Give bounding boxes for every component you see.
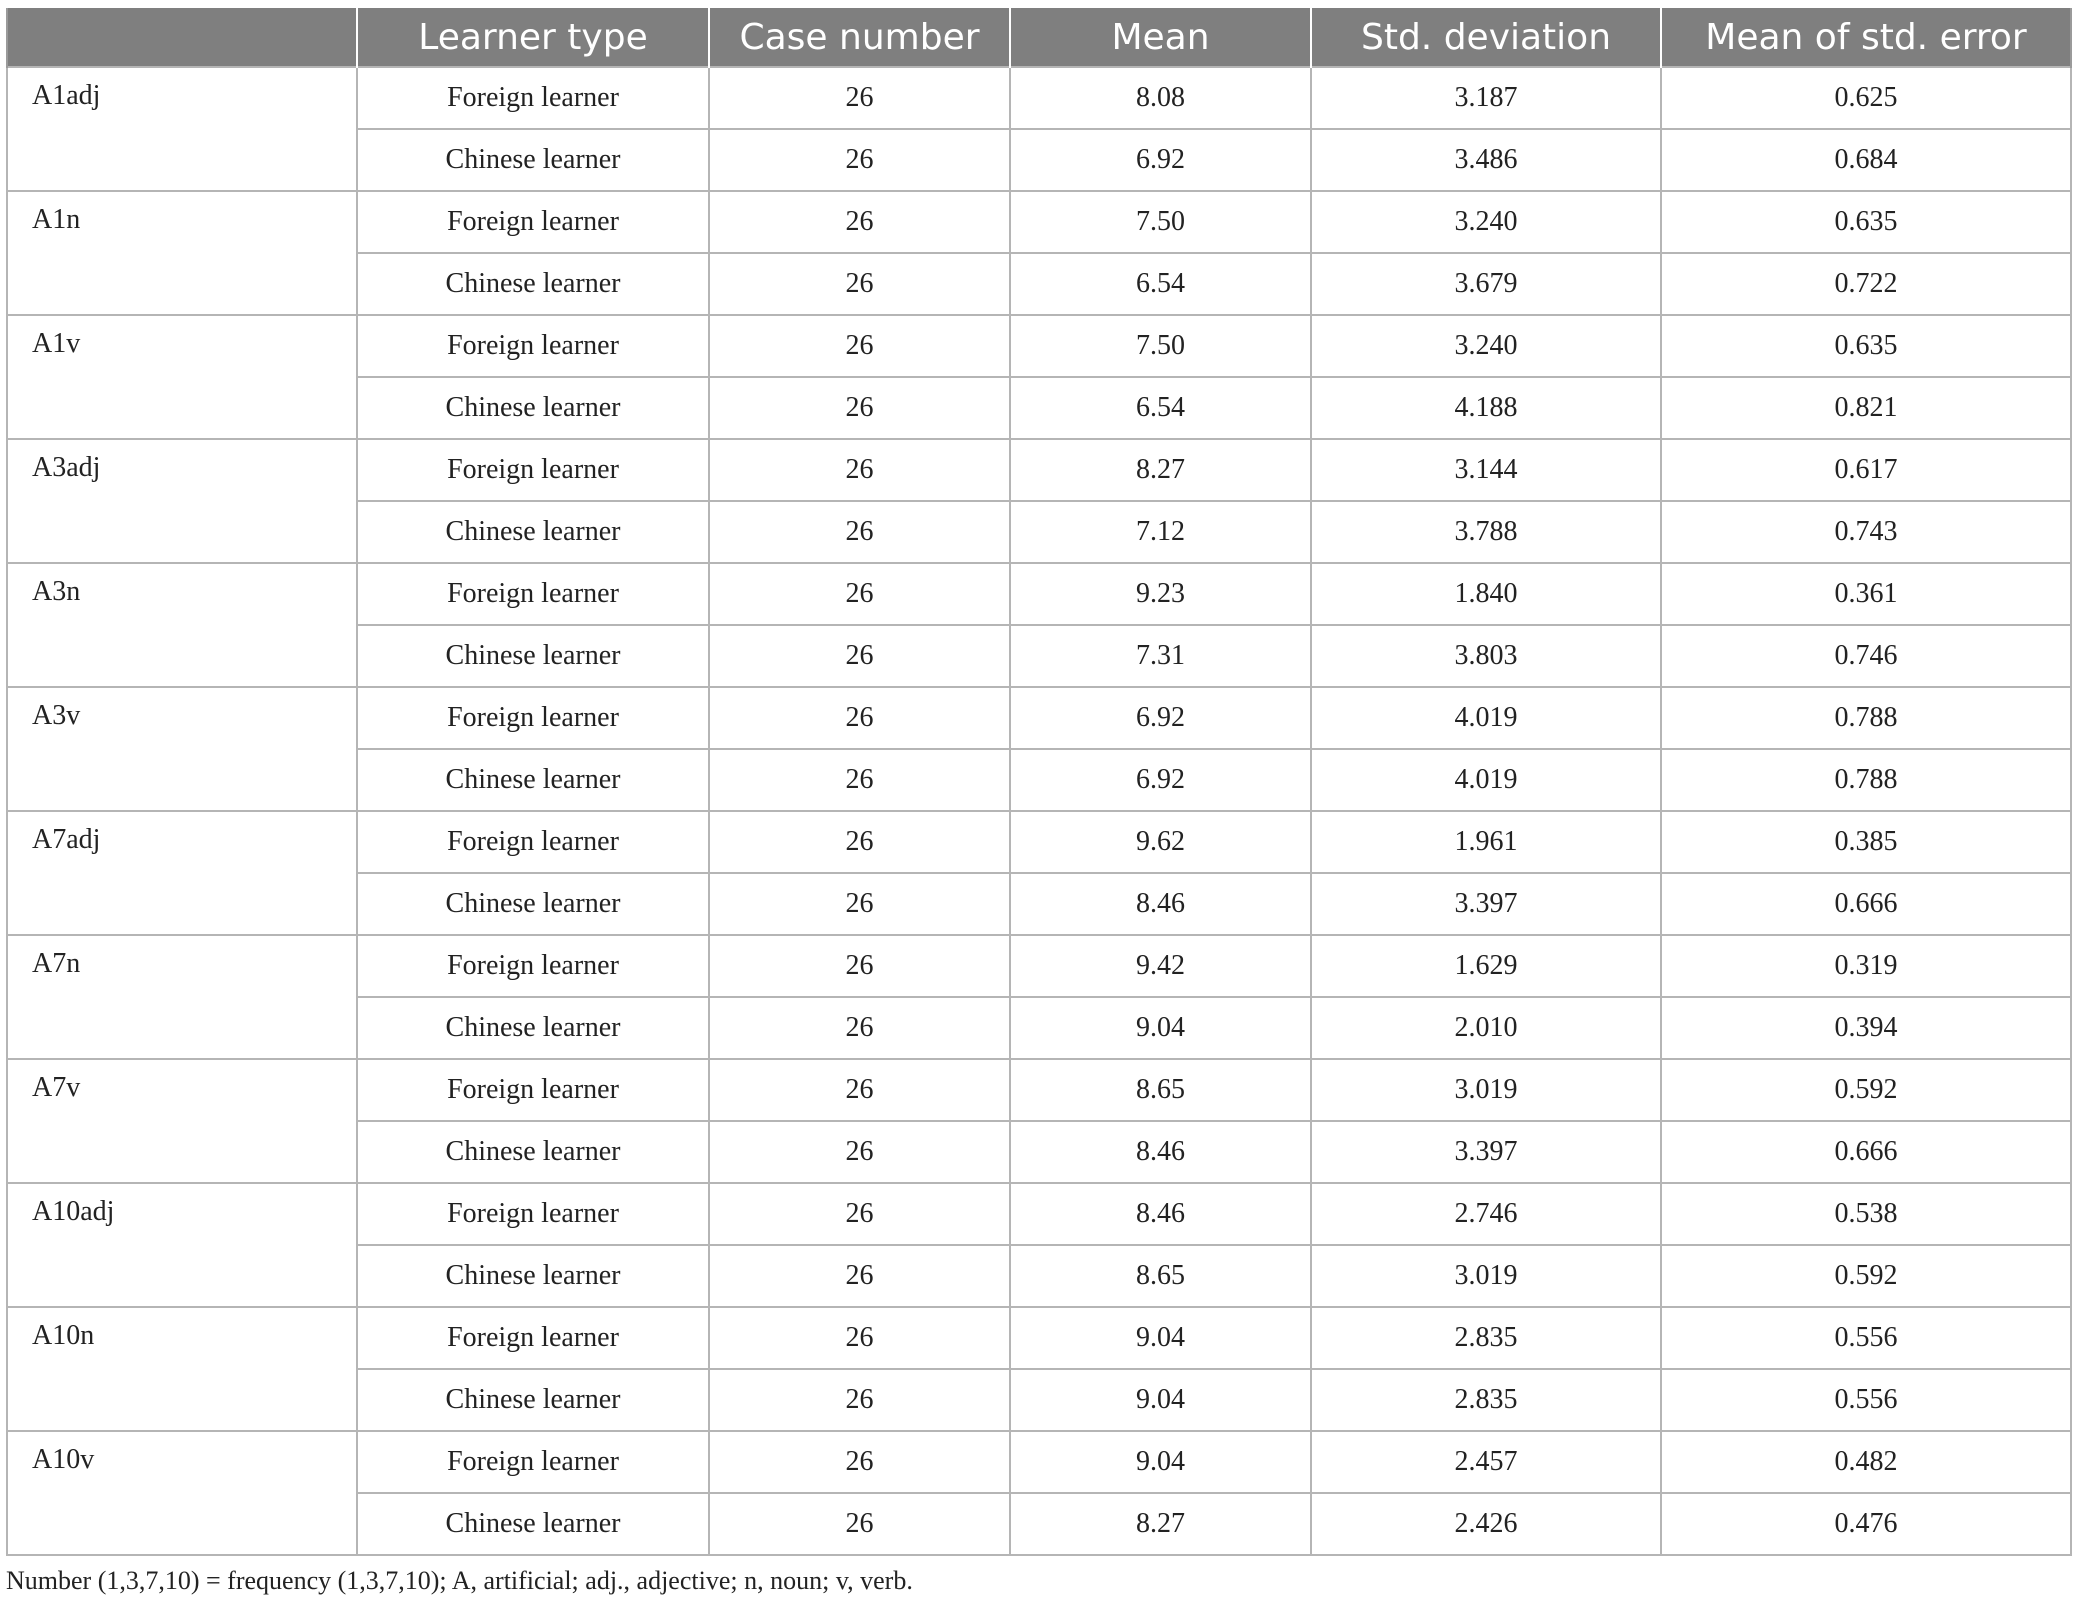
cell-mean: 8.46 [1010,873,1311,935]
cell-mean-std-error: 0.538 [1661,1183,2071,1245]
cell-std-deviation: 2.457 [1311,1431,1661,1493]
cell-std-deviation: 2.010 [1311,997,1661,1059]
group-label-cell: A1v [7,315,357,439]
cell-mean-std-error: 0.788 [1661,749,2071,811]
group-label-cell: A10v [7,1431,357,1555]
cell-learner-type: Chinese learner [357,873,709,935]
cell-case-number: 26 [709,563,1010,625]
cell-mean: 8.46 [1010,1121,1311,1183]
cell-learner-type: Chinese learner [357,1493,709,1555]
cell-mean-std-error: 0.635 [1661,315,2071,377]
cell-mean-std-error: 0.476 [1661,1493,2071,1555]
cell-mean: 8.27 [1010,439,1311,501]
table-row [7,811,2071,873]
cell-case-number: 26 [709,1183,1010,1245]
cell-mean: 8.46 [1010,1183,1311,1245]
cell-case-number: 26 [709,1121,1010,1183]
header-row [7,8,2071,67]
cell-learner-type: Foreign learner [357,439,709,501]
cell-learner-type: Chinese learner [357,377,709,439]
cell-mean: 6.54 [1010,377,1311,439]
cell-std-deviation: 3.803 [1311,625,1661,687]
table-row [7,67,2071,129]
cell-case-number: 26 [709,377,1010,439]
cell-learner-type: Chinese learner [357,1245,709,1307]
cell-learner-type: Foreign learner [357,1183,709,1245]
cell-mean: 9.04 [1010,1307,1311,1369]
cell-std-deviation: 3.679 [1311,253,1661,315]
cell-mean: 8.65 [1010,1059,1311,1121]
cell-case-number: 26 [709,1369,1010,1431]
cell-mean-std-error: 0.788 [1661,687,2071,749]
cell-learner-type: Foreign learner [357,67,709,129]
cell-std-deviation: 3.397 [1311,1121,1661,1183]
group-label-cell: A1n [7,191,357,315]
cell-std-deviation: 4.188 [1311,377,1661,439]
cell-std-deviation: 1.629 [1311,935,1661,997]
cell-std-deviation: 4.019 [1311,687,1661,749]
cell-mean: 8.08 [1010,67,1311,129]
table-row [7,935,2071,997]
cell-case-number: 26 [709,1245,1010,1307]
cell-std-deviation: 3.144 [1311,439,1661,501]
table-row [7,315,2071,377]
cell-mean-std-error: 0.556 [1661,1369,2071,1431]
cell-mean-std-error: 0.666 [1661,1121,2071,1183]
table-row [7,439,2071,501]
cell-std-deviation: 4.019 [1311,749,1661,811]
cell-mean: 6.92 [1010,129,1311,191]
cell-case-number: 26 [709,501,1010,563]
cell-mean: 7.50 [1010,191,1311,253]
cell-case-number: 26 [709,191,1010,253]
cell-std-deviation: 3.187 [1311,67,1661,129]
cell-mean-std-error: 0.556 [1661,1307,2071,1369]
cell-mean: 6.54 [1010,253,1311,315]
cell-mean: 7.12 [1010,501,1311,563]
cell-mean: 8.65 [1010,1245,1311,1307]
cell-mean-std-error: 0.666 [1661,873,2071,935]
cell-std-deviation: 3.240 [1311,191,1661,253]
header-cell-mean: Mean [1010,8,1311,67]
cell-mean: 9.23 [1010,563,1311,625]
cell-std-deviation: 3.397 [1311,873,1661,935]
cell-learner-type: Foreign learner [357,315,709,377]
cell-case-number: 26 [709,811,1010,873]
group-label-cell: A1adj [7,67,357,191]
cell-learner-type: Foreign learner [357,563,709,625]
cell-std-deviation: 2.426 [1311,1493,1661,1555]
cell-std-deviation: 1.961 [1311,811,1661,873]
cell-std-deviation: 3.019 [1311,1245,1661,1307]
cell-mean: 9.04 [1010,997,1311,1059]
cell-mean-std-error: 0.743 [1661,501,2071,563]
cell-mean: 8.27 [1010,1493,1311,1555]
cell-case-number: 26 [709,1493,1010,1555]
cell-case-number: 26 [709,997,1010,1059]
cell-mean-std-error: 0.361 [1661,563,2071,625]
cell-learner-type: Foreign learner [357,1307,709,1369]
table-row [7,1307,2071,1369]
table-row [7,191,2071,253]
cell-learner-type: Foreign learner [357,811,709,873]
cell-mean-std-error: 0.394 [1661,997,2071,1059]
cell-case-number: 26 [709,1307,1010,1369]
cell-mean-std-error: 0.625 [1661,67,2071,129]
cell-std-deviation: 2.835 [1311,1307,1661,1369]
cell-std-deviation: 3.788 [1311,501,1661,563]
cell-learner-type: Chinese learner [357,1121,709,1183]
cell-std-deviation: 3.240 [1311,315,1661,377]
group-label-cell: A7n [7,935,357,1059]
table-row [7,563,2071,625]
cell-case-number: 26 [709,439,1010,501]
cell-learner-type: Foreign learner [357,687,709,749]
cell-learner-type: Chinese learner [357,129,709,191]
cell-case-number: 26 [709,749,1010,811]
table-body [7,67,2071,1555]
header-cell-learner-type: Learner type [357,8,709,67]
cell-case-number: 26 [709,935,1010,997]
group-label-cell: A3adj [7,439,357,563]
cell-mean: 9.04 [1010,1431,1311,1493]
cell-mean-std-error: 0.592 [1661,1245,2071,1307]
cell-mean-std-error: 0.385 [1661,811,2071,873]
header-cell-std-deviation: Std. deviation [1311,8,1661,67]
cell-mean-std-error: 0.821 [1661,377,2071,439]
group-label-cell: A10n [7,1307,357,1431]
cell-learner-type: Foreign learner [357,935,709,997]
group-label-cell: A7v [7,1059,357,1183]
cell-learner-type: Foreign learner [357,191,709,253]
cell-case-number: 26 [709,315,1010,377]
cell-mean-std-error: 0.592 [1661,1059,2071,1121]
cell-case-number: 26 [709,67,1010,129]
cell-learner-type: Chinese learner [357,501,709,563]
data-table-container [6,8,2070,1556]
cell-std-deviation: 2.746 [1311,1183,1661,1245]
cell-mean: 9.62 [1010,811,1311,873]
group-label-cell: A3v [7,687,357,811]
cell-mean-std-error: 0.617 [1661,439,2071,501]
table-row [7,1059,2071,1121]
cell-mean: 7.50 [1010,315,1311,377]
cell-mean-std-error: 0.319 [1661,935,2071,997]
cell-case-number: 26 [709,687,1010,749]
table-row [7,1183,2071,1245]
cell-std-deviation: 3.486 [1311,129,1661,191]
group-label-cell: A10adj [7,1183,357,1307]
cell-case-number: 26 [709,873,1010,935]
table-row [7,687,2071,749]
cell-case-number: 26 [709,253,1010,315]
cell-mean-std-error: 0.722 [1661,253,2071,315]
cell-mean: 6.92 [1010,749,1311,811]
cell-std-deviation: 2.835 [1311,1369,1661,1431]
group-label-cell: A7adj [7,811,357,935]
cell-case-number: 26 [709,1059,1010,1121]
cell-mean: 9.04 [1010,1369,1311,1431]
cell-case-number: 26 [709,129,1010,191]
cell-learner-type: Chinese learner [357,749,709,811]
group-label-cell: A3n [7,563,357,687]
cell-learner-type: Chinese learner [357,1369,709,1431]
cell-learner-type: Foreign learner [357,1431,709,1493]
cell-std-deviation: 1.840 [1311,563,1661,625]
cell-mean-std-error: 0.635 [1661,191,2071,253]
cell-mean-std-error: 0.482 [1661,1431,2071,1493]
cell-mean: 6.92 [1010,687,1311,749]
table-header [7,8,2071,67]
table-footnote: Number (1,3,7,10) = frequency (1,3,7,10); A, artificial; adj., adjective; n, noun; v, verb. [6,1566,913,1595]
statistics-table [6,8,2072,1556]
cell-mean-std-error: 0.746 [1661,625,2071,687]
cell-mean: 9.42 [1010,935,1311,997]
cell-mean-std-error: 0.684 [1661,129,2071,191]
cell-learner-type: Chinese learner [357,625,709,687]
table-row [7,1431,2071,1493]
cell-case-number: 26 [709,1431,1010,1493]
cell-learner-type: Chinese learner [357,253,709,315]
cell-learner-type: Foreign learner [357,1059,709,1121]
cell-case-number: 26 [709,625,1010,687]
header-cell-case-number: Case number [709,8,1010,67]
cell-std-deviation: 3.019 [1311,1059,1661,1121]
cell-mean: 7.31 [1010,625,1311,687]
header-cell-mean-std-error: Mean of std. error [1661,8,2071,67]
header-cell-group [7,8,357,67]
cell-learner-type: Chinese learner [357,997,709,1059]
